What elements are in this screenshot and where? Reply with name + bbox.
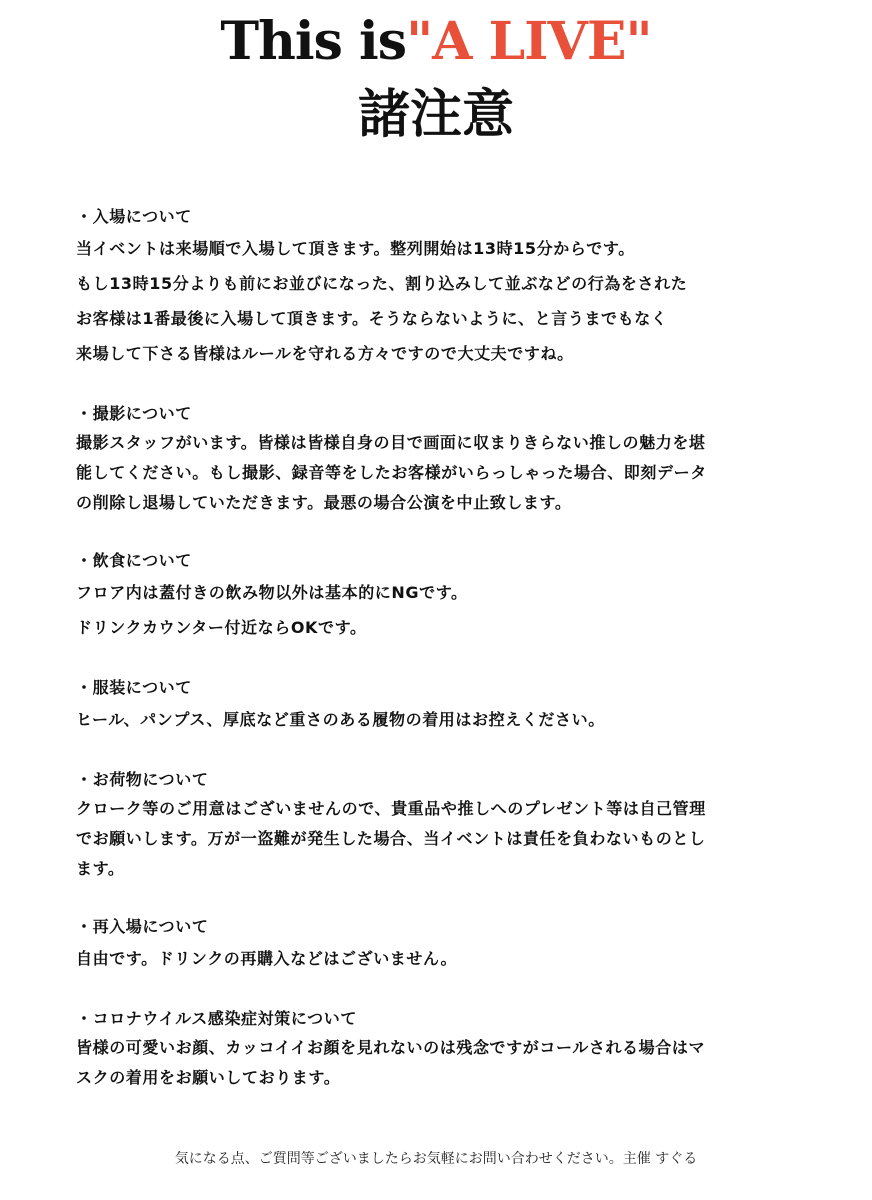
- page-subtitle: 諸注意: [357, 84, 514, 145]
- section-heading: ・服装について: [76, 678, 192, 697]
- section-entry: [76, 203, 796, 371]
- section-clothing: [76, 674, 796, 737]
- section-line: でお願いします。万が一盗難が発生した場合、当イベントは責任を負わないものとし: [76, 829, 706, 848]
- section-food-drink: [76, 547, 796, 645]
- page-title: [0, 8, 872, 76]
- section-reentry: [76, 913, 796, 976]
- section-covid: [76, 1005, 796, 1093]
- footer-contact-note: 気になる点、ご質問等ございましたらお気軽にお問い合わせください。主催 すぐる: [174, 1151, 698, 1167]
- section-heading: ・再入場について: [76, 917, 209, 936]
- section-line: 能してください。もし撮影、録音等をしたお客様がいらっしゃった場合、即刻データ: [76, 463, 707, 482]
- section-line: ドリンクカウンター付近ならOKです。: [76, 618, 367, 637]
- section-heading: ・飲食について: [76, 551, 192, 570]
- title-accent: "A LIVE": [406, 11, 652, 72]
- section-line: ます。: [76, 859, 125, 878]
- section-line: 皆様の可愛いお顔、カッコイイお顔を見れないのは残念ですがコールされる場合はマ: [76, 1038, 706, 1057]
- section-line: お客様は1番最後に入場して頂きます。そうならないように、と言うまでもなく: [76, 309, 668, 328]
- section-filming: [76, 400, 796, 518]
- section-line: 当イベントは来場順で入場して頂きます。整列開始は13時15分からです。: [76, 239, 635, 258]
- section-heading: ・撮影について: [76, 404, 192, 423]
- section-line: 撮影スタッフがいます。皆様は皆様自身の目で画面に収まりきらない推しの魅力を堪: [76, 433, 706, 452]
- section-heading: ・コロナウイルス感染症対策について: [76, 1009, 357, 1028]
- title-prefix: This is: [220, 11, 407, 72]
- section-line: もし13時15分よりも前にお並びになった、割り込みして並ぶなどの行為をされた: [76, 274, 688, 293]
- section-line: スクの着用をお願いしております。: [76, 1068, 341, 1087]
- section-luggage: [76, 766, 796, 884]
- section-line: フロア内は蓋付きの飲み物以外は基本的にNGです。: [76, 583, 468, 602]
- section-line: 自由です。ドリンクの再購入などはございません。: [76, 949, 458, 968]
- section-line: ヒール、パンプス、厚底など重さのある履物の着用はお控えください。: [76, 710, 605, 729]
- section-line: の削除し退場していただきます。最悪の場合公演を中止致します。: [76, 493, 572, 512]
- notice-sections: [76, 203, 796, 1093]
- section-line: クローク等のご用意はございませんので、貴重品や推しへのプレゼント等は自己管理: [76, 799, 706, 818]
- section-heading: ・お荷物について: [76, 770, 209, 789]
- section-line: 来場して下さる皆様はルールを守れる方々ですので大丈夫ですね。: [76, 344, 574, 363]
- section-heading: ・入場について: [76, 207, 192, 226]
